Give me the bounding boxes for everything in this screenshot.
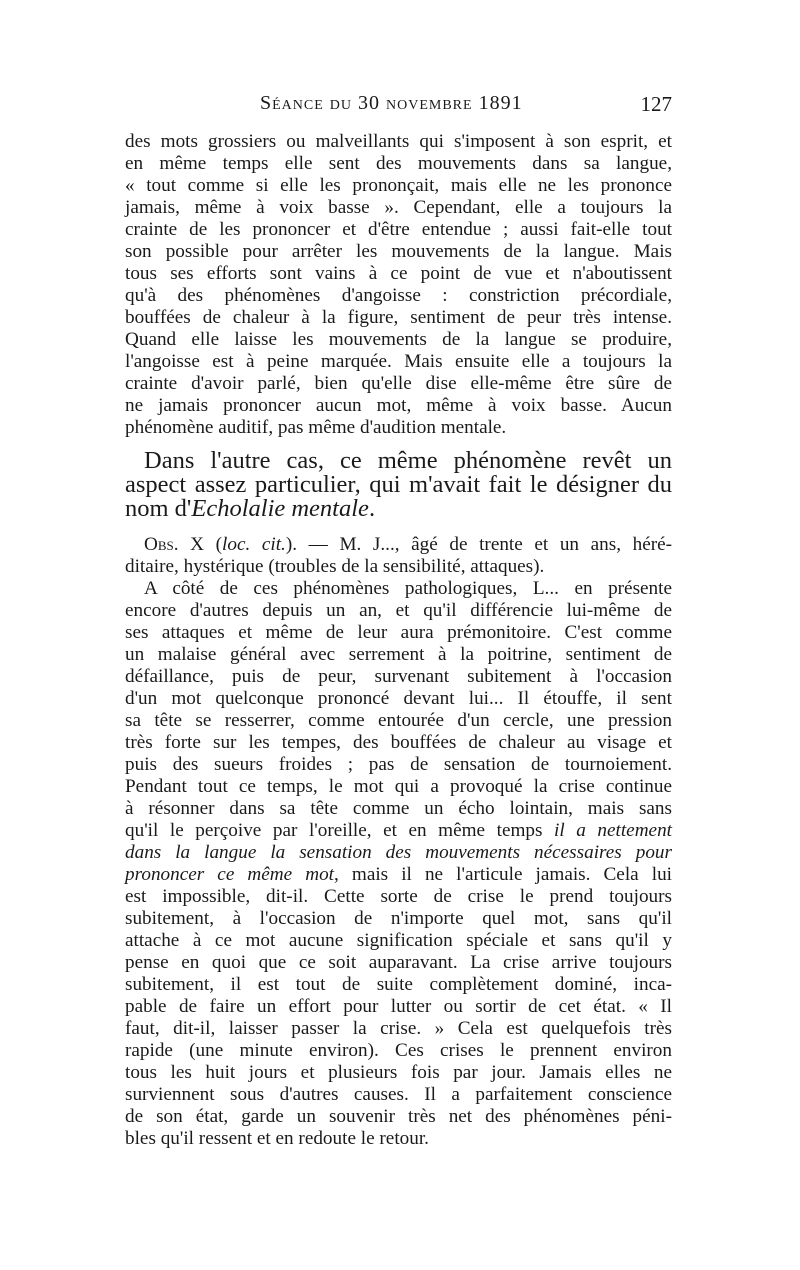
- text-line: jamais, même à voix basse ». Cependant, elle a toujours la: [125, 197, 672, 218]
- text-line: Quand elle laisse les mouvements de la langue se produire,: [125, 329, 672, 350]
- running-head-title: Séance du 30 novembre 1891: [260, 92, 523, 114]
- text-span: nom d': [125, 495, 192, 522]
- text-line: bouffées de chaleur à la figure, sentiment de peur très intense.: [125, 307, 672, 328]
- text-line: dans la langue la sensation des mouvements nécessaires pour: [125, 842, 672, 863]
- text-line: en même temps elle sent des mouvements dans sa langue,: [125, 153, 672, 174]
- text-line: attache à ce mot aucune signification spéciale et sans qu'il y: [125, 930, 672, 951]
- text-line: défaillance, puis de peur, survenant subitement à l'occasion: [125, 666, 672, 687]
- text-line: qu'à des phénomènes d'angoisse : constriction précordiale,: [125, 285, 672, 306]
- text-line: à résonner dans sa tête comme un écho lointain, mais sans: [125, 798, 672, 819]
- text-line: sa tête se resserrer, comme entourée d'un cercle, une pression: [125, 710, 672, 731]
- text-line: faut, dit-il, laisser passer la crise. » Cela est quelquefois très: [125, 1018, 672, 1039]
- text-line: un malaise général avec serrement à la poitrine, sentiment de: [125, 644, 672, 665]
- text-line: A côté de ces phénomènes pathologiques, L... en présente: [144, 578, 672, 599]
- text-line: crainte d'avoir parlé, bien qu'elle dise elle-même être sûre de: [125, 373, 672, 394]
- text-line: tous les huit jours et plusieurs fois par jour. Jamais elles ne: [125, 1062, 672, 1083]
- obs-reference: loc. cit.: [222, 534, 286, 555]
- text-line: des mots grossiers ou malveillants qui s'imposent à son esprit, et: [125, 131, 672, 152]
- text-line: d'un mot quelconque prononcé devant lui... Il étouffe, il sent: [125, 688, 672, 709]
- text-line: phénomène auditif, pas même d'audition mentale.: [125, 417, 507, 438]
- text-line: Pendant tout ce temps, le mot qui a provoqué la crise continue: [125, 776, 672, 797]
- text-span: , mais il ne l'articule jamais. Cela lui: [334, 864, 672, 885]
- text-line: rapide (une minute environ). Ces crises le prennent environ: [125, 1040, 672, 1061]
- obs-number: X: [190, 534, 205, 555]
- text-line: encore d'autres depuis un an, et qu'il différencie lui-même de: [125, 600, 672, 621]
- text-line: subitement, à l'occasion de n'importe quel mot, sans qu'il: [125, 908, 672, 929]
- text-span: ).: [285, 534, 298, 555]
- italic-term: Echolalie mentale: [191, 495, 369, 522]
- text-span: qu'il le perçoive par l'oreille, et en même temps: [125, 820, 555, 841]
- running-head: [125, 92, 672, 122]
- text-line: subitement, il est tout de suite complètement dominé, inca-: [125, 974, 672, 995]
- page-number: 127: [640, 92, 672, 116]
- obs-label: Obs.: [144, 534, 179, 555]
- text-line: ditaire, hystérique (troubles de la sensibilité, attaques).: [125, 556, 545, 577]
- text-line: surviennent sous d'autres causes. Il a parfaitement conscience: [125, 1084, 672, 1105]
- text-line: très forte sur les tempes, des bouffées de chaleur au visage et: [125, 732, 672, 753]
- text-span: .: [368, 495, 376, 522]
- text-line: ses attaques et même de leur aura prémonitoire. C'est comme: [125, 622, 672, 643]
- text-line: [125, 820, 672, 842]
- text-line: crainte de les prononcer et d'être entendue ; aussi fait-elle tout: [125, 219, 672, 240]
- text-line: aspect assez particulier, qui m'avait fait le désigner du: [125, 471, 672, 498]
- text-line: pense en quoi que ce soit auparavant. La crise arrive toujours: [125, 952, 672, 973]
- text-line: ne jamais prononcer aucun mot, même à voix basse. Aucun: [125, 395, 672, 416]
- text-line: l'angoisse est à peine marquée. Mais ensuite elle a toujours la: [125, 351, 672, 372]
- text-line: [125, 495, 672, 523]
- text-line: pable de faire un effort pour lutter ou sortir de cet état. « Il: [125, 996, 672, 1017]
- text-span: (: [215, 534, 223, 555]
- text-span: — M. J..., âgé de trente et un ans, héré-: [297, 534, 673, 555]
- text-line: bles qu'il ressent et en redoute le retour.: [125, 1128, 429, 1149]
- text-line: son possible pour arrêter les mouvements de la langue. Mais: [125, 241, 672, 262]
- text-line: Dans l'autre cas, ce même phénomène revêt un: [144, 447, 672, 474]
- text-line: tous ses efforts sont vains à ce point de vue et n'aboutissent: [125, 263, 672, 284]
- text-line: puis des sueurs froides ; pas de sensation de tournoiement.: [125, 754, 672, 775]
- text-line: [125, 864, 672, 886]
- text-line: « tout comme si elle les prononçait, mais elle ne les prononce: [125, 175, 672, 196]
- italic-span: prononcer ce même mot: [125, 864, 335, 885]
- text-line: de son état, garde un souvenir très net des phénomènes péni-: [125, 1106, 672, 1127]
- text-line: [125, 534, 672, 556]
- text-line: est impossible, dit-il. Cette sorte de crise le prend toujours: [125, 886, 672, 907]
- italic-span: il a nettement: [554, 820, 672, 841]
